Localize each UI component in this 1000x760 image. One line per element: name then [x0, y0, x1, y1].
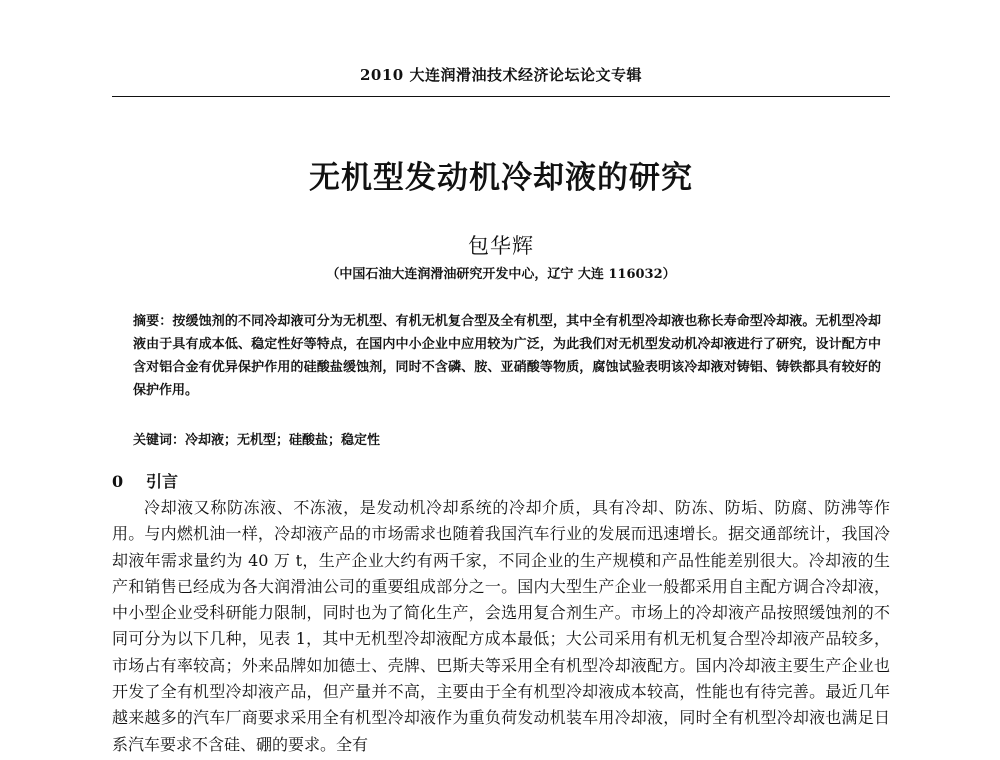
section-heading	[112, 469, 178, 492]
header-rule	[112, 96, 890, 97]
author-name: 包华辉	[468, 234, 534, 258]
section-title: 引言	[146, 472, 179, 491]
keywords-text: 冷却液；无机型；硅酸盐；稳定性	[185, 433, 381, 448]
body-paragraph: 冷却液又称防冻液、不冻液，是发动机冷却系统的冷却介质，具有冷却、防冻、防垢、防腐、防沸等作用。与内燃机油一样，冷却液产品的市场需求也随着我国汽车行业的发展而迅速增长。据交通部统计，我国冷却液年需求量约为 40 万 t，生产企业大约有两千家，不同企业的生产规模和产品性能差别很大。冷却液的生产和销售已经成为各大润滑油公司的重要组成部分之一。国内大型生产企业一般都采用自主配方调合冷却液，中小型企业受科研能力限制，同时也为了简化生产，会选用复合剂生产。市场上的冷却液产品按照缓蚀剂的不同可分为以下几种，见表 1，其中无机型冷却液配方成本最低；大公司采用有机无机复合型冷却液产品较多，市场占有率较高；外来品牌如加德士、壳牌、巴斯夫等采用全有机型冷却液配方。国内冷却液主要生产企业也开发了全有机型冷却液产品，但产量并不高，主要由于全有机型冷却液成本较高，性能也有待完善。最近几年越来越多的汽车厂商要求采用全有机型冷却液作为重负荷发动机装车用冷却液，同时全有机型冷却液也满足日系汽车要求不含硅、硼的要求。全有	[112, 498, 890, 754]
abstract	[133, 310, 881, 402]
keywords-label: 关键词：	[133, 433, 186, 448]
author-affiliation: （中国石油大连润滑油研究开发中心，辽宁 大连 116032）	[326, 267, 676, 282]
keywords	[133, 429, 881, 448]
paper-title: 无机型发动机冷却液的研究	[309, 160, 693, 196]
running-header: 2010 大连润滑油技术经济论坛论文专辑	[360, 66, 642, 84]
abstract-text: 按缓蚀剂的不同冷却液可分为无机型、有机无机复合型及全有机型，其中全有机型冷却液也称长寿命型冷却液。无机型冷却液由于具有成本低、稳定性好等特点，在国内中小企业中应用较为广泛，为此我们对无机型发动机冷却液进行了研究，设计配方中含对铝合金有优异保护作用的硅酸盐缓蚀剂，同时不含磷、胺、亚硝酸等物质，腐蚀试验表明该冷却液对铸铝、铸铁都具有较好的保护作用。	[133, 314, 881, 398]
section-number: 0	[112, 472, 124, 491]
abstract-label: 摘要：	[133, 314, 173, 329]
